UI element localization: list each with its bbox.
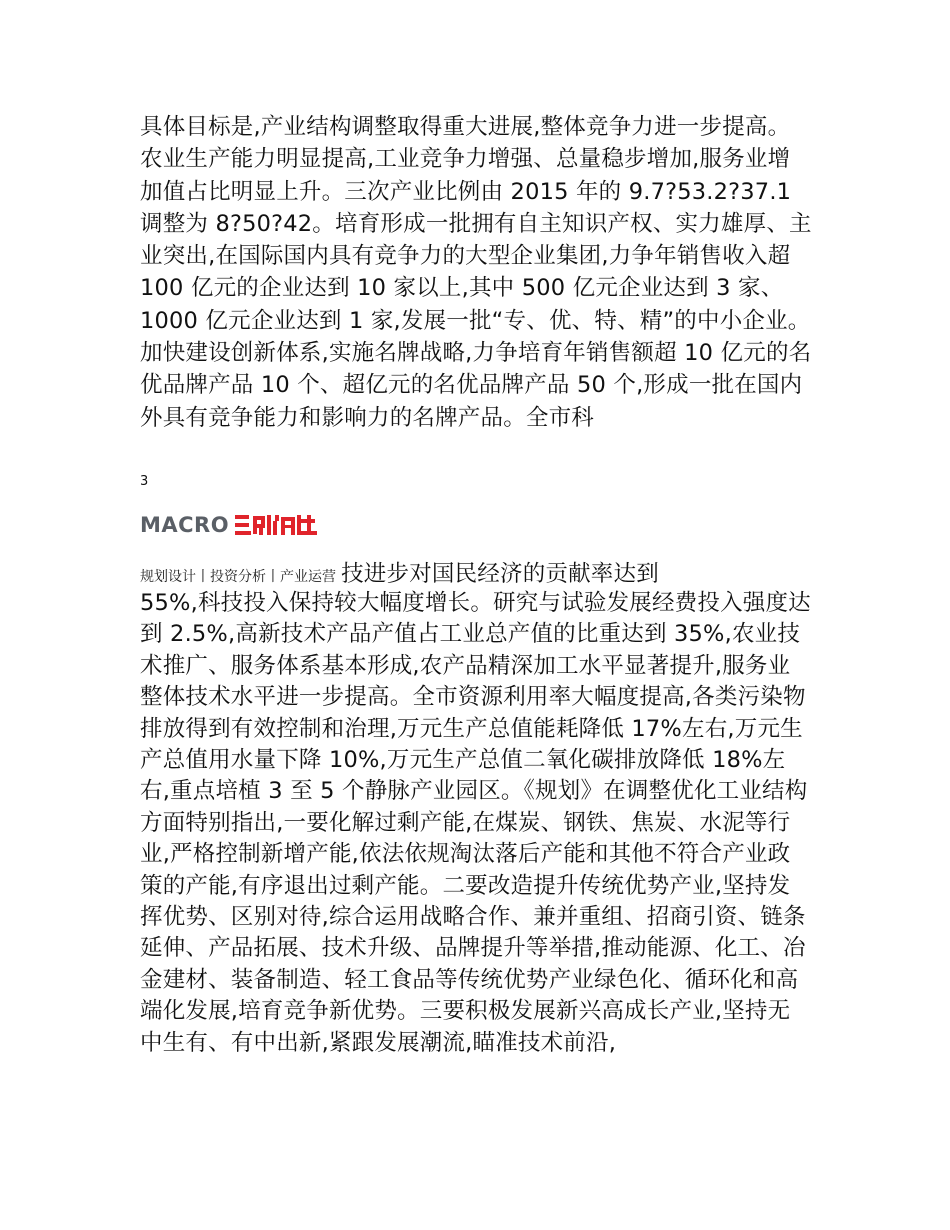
paragraph-top: 具体目标是,产业结构调整取得重大进展,整体竞争力进一步提高。农业生产能力明显提高,工业竞争力增强、总量稳步增加,服务业增加值占比明显上升。三次产业比例由 2015 年的 9.7?53.2?37.1 调整为 8?50?42。培育形成一批拥有自主知识产权、实力雄厚、主业突出,在国际国内具有竞争力的大型企业集团,力争年销售收入超 100 亿元的企业达到 10 家以上,其中 500 亿元企业达到 3 家、1000 亿元企业达到 1 家,发展一批“专、优、特、精”的中小企业。加快建设创新体系,实施名牌战略,力争培育年销售额超 10 亿元的名优品牌产品 10 个、超亿元的名优品牌产品 50 个,形成一批在国内外具有竞争能力和影响力的名牌产品。全市科 — [140, 114, 812, 431]
tagline: 规划设计丨投资分析丨产业运营 — [140, 569, 336, 585]
page-number: 3 — [140, 474, 149, 489]
logo-mark-icon — [235, 513, 323, 537]
paragraph-body: 55%,科技投入保持较大幅度增长。研究与试验发展经费投入强度达到 2.5%,高新技术产品产值占工业总产值的比重达到 35%,农业技术推广、服务体系基本形成,农产品精深加工水平显著提升,服务业整体技术水平进一步提高。全市资源利用率大幅度提高,各类污染物排放得到有效控制和治理,万元生产总值能耗降低 17%左右,万元生产总值用水量下降 10%,万元生产总值二氧化碳排放降低 18%左右,重点培植 3 至 5 个静脉产业园区。《规划》在调整优化工业结构方面特别指出,一要化解过剩产能,在煤炭、钢铁、焦炭、水泥等行业,严格控制新增产能,依法依规淘汰落后产能和其他不符合产业政策的产能,有序退出过剩产能。二要改造提升传统优势产业,坚持发挥优势、区别对待,综合运用战略合作、兼并重组、招商引资、链条延伸、产品拓展、技术升级、品牌提升等举措,推动能源、化工、冶金建材、装备制造、轻工食品等传统优势产业绿色化、循环化和高端化发展,培育竞争新优势。三要积极发展新兴高成长产业,坚持无中生有、有中出新,紧跟发展潮流,瞄准技术前沿, — [140, 590, 811, 1056]
macro-logo — [140, 512, 323, 538]
logo-wordmark: MACRO — [140, 513, 230, 537]
lead-text: 技进步对国民经济的贡献率达到 — [341, 561, 659, 587]
tagline-line — [140, 562, 820, 589]
